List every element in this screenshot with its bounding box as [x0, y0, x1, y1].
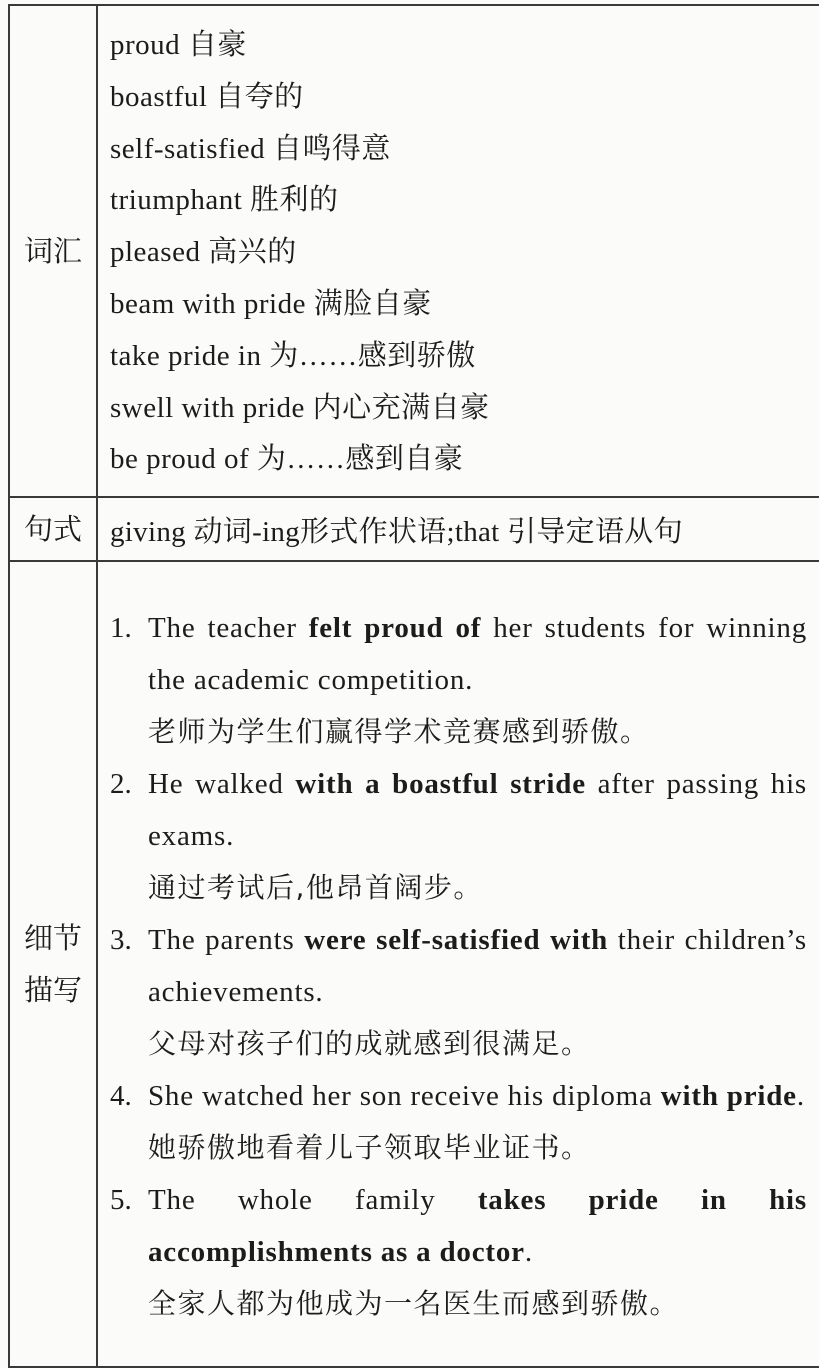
syntax-cell — [97, 497, 819, 561]
detail-label — [9, 561, 97, 1367]
example-chinese: 她骄傲地看着儿子领取毕业证书。 — [148, 1131, 591, 1165]
english-text: The teacher — [148, 612, 309, 645]
detail-label-line: 细节 — [23, 921, 82, 956]
example-number: 1. — [110, 612, 132, 645]
example-english — [148, 914, 807, 1018]
example-item — [110, 1070, 807, 1174]
vocab-item: proud 自豪 — [110, 29, 247, 61]
example-item — [110, 602, 807, 758]
example-item — [110, 758, 807, 914]
english-text: She watched her son receive his diploma — [148, 1080, 661, 1113]
example-number: 3. — [110, 924, 132, 957]
example-chinese: 父母对孩子们的成就感到很满足。 — [148, 1027, 591, 1061]
syntax-text: giving 动词-ing形式作状语;that 引导定语从句 — [110, 515, 683, 548]
vocab-item: be proud of 为……感到自豪 — [110, 443, 464, 476]
example-item — [110, 1174, 807, 1330]
vocab-item: triumphant 胜利的 — [110, 184, 339, 217]
example-chinese: 通过考试后,他昂首阔步。 — [148, 871, 483, 905]
english-text: . — [796, 1080, 805, 1113]
example-english — [148, 1070, 807, 1122]
example-item — [110, 914, 807, 1070]
english-text: The whole family — [148, 1184, 478, 1217]
example-english — [148, 602, 807, 706]
example-number: 4. — [110, 1080, 132, 1113]
example-chinese: 全家人都为他成为一名医生而感到骄傲。 — [148, 1287, 680, 1321]
english-text: The parents — [148, 924, 305, 957]
english-text: their children’s achievements. — [148, 924, 807, 1009]
vocab-item: pleased 高兴的 — [110, 236, 297, 269]
key-phrase: with pride — [660, 1080, 797, 1113]
vocab-item: take pride in 为……感到骄傲 — [110, 339, 476, 372]
vocab-item: beam with pride 满脸自豪 — [110, 287, 432, 320]
english-text: her students for winning the academic competition. — [148, 612, 807, 697]
example-chinese: 老师为学生们赢得学术竞赛感到骄傲。 — [148, 715, 650, 749]
example-english — [148, 1174, 807, 1278]
detail-cell — [97, 561, 819, 1367]
example-number: 2. — [110, 768, 132, 801]
detail-label-line: 描写 — [23, 973, 82, 1008]
syntax-label: 句式 — [9, 497, 97, 561]
syntax-row — [9, 497, 819, 561]
detail-row — [9, 561, 819, 1367]
example-number: 5. — [110, 1184, 132, 1217]
key-phrase: takes pride in his accomplishments as a doctor — [148, 1184, 807, 1269]
key-phrase: with a boastful stride — [295, 768, 586, 801]
english-text: He walked — [148, 768, 296, 801]
vocab-item: boastful 自夸的 — [110, 80, 304, 113]
example-english — [148, 758, 807, 862]
vocab-cell — [97, 5, 819, 497]
vocab-item: self-satisfied 自鸣得意 — [110, 132, 391, 165]
vocab-label: 词汇 — [9, 5, 97, 497]
vocab-item: swell with pride 内心充满自豪 — [110, 391, 490, 424]
english-text: . — [524, 1236, 533, 1269]
key-phrase: were self-satisfied with — [304, 924, 609, 957]
key-phrase: felt proud of — [308, 612, 482, 645]
vocab-row — [9, 5, 819, 497]
vocabulary-table — [8, 4, 819, 1368]
english-text: after passing his exams. — [148, 768, 808, 853]
